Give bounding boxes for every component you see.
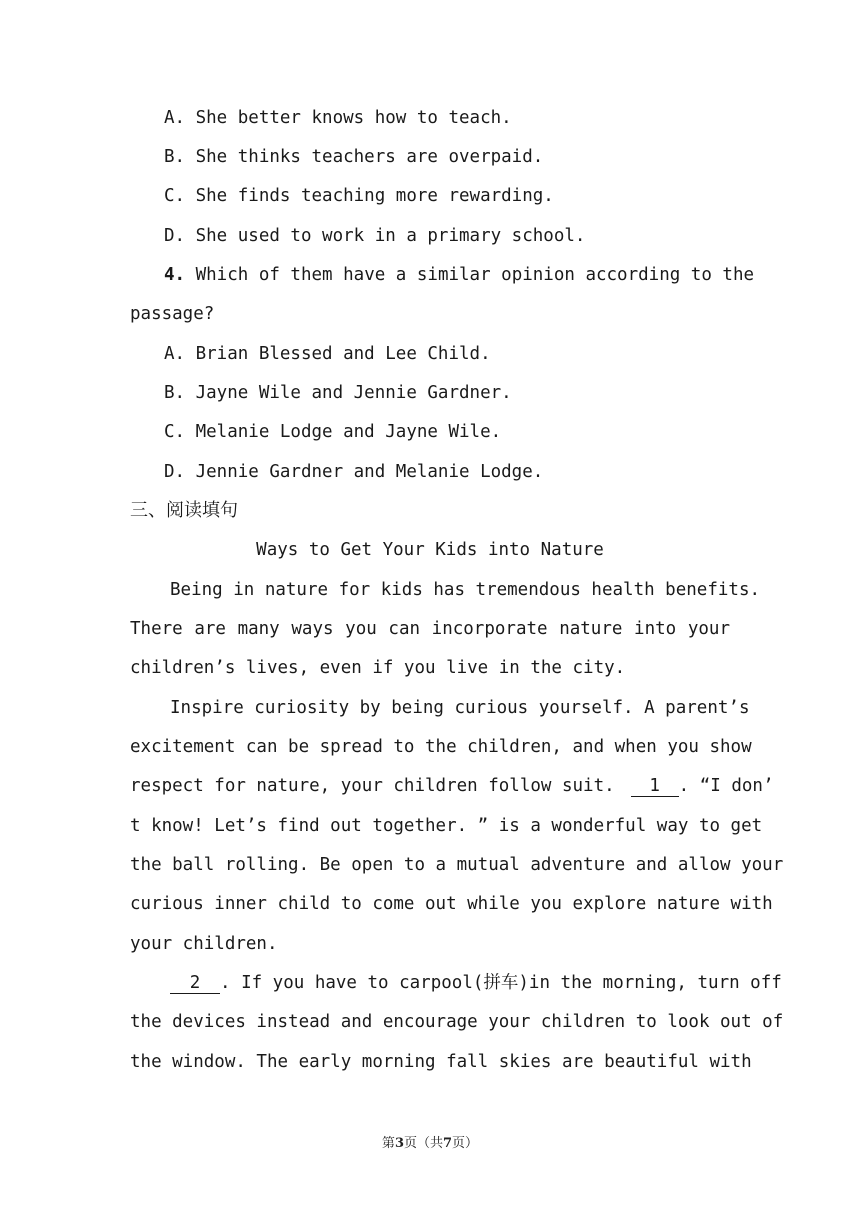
paragraph-2-text: . “I don’ [678,776,774,796]
blank-2[interactable]: 2 [170,973,220,994]
paragraph-3-text: . If you have to carpool(拼车)in the morning, turn off [220,973,782,993]
section-heading: 三、阅读填句 [130,500,238,521]
total-pages: 7 [443,1136,453,1151]
paragraph-3-line: the window. The early morning fall skies are beautiful with [130,1052,752,1072]
paragraph-2-line: excitement can be spread to the children, and when you show [130,737,752,757]
footer-text: 第 [381,1136,395,1151]
option-b: B. She thinks teachers are overpaid. [164,147,544,167]
paragraph-3-line [170,971,782,995]
question-4-stem [164,263,754,287]
paragraph-2-line: Inspire curiosity by being curious yourself. A parent’s [170,698,750,718]
paragraph-2-line: curious inner child to come out while you explore nature with [130,894,773,914]
paragraph-2-line: the ball rolling. Be open to a mutual adventure and allow your [130,855,784,875]
paragraph-2-text: respect for nature, your children follow suit. [130,776,615,796]
option-c: C. She finds teaching more rewarding. [164,186,554,206]
option-b: B. Jayne Wile and Jennie Gardner. [164,383,512,403]
question-4-text: Which of them have a similar opinion according to the [185,265,755,285]
page-footer [0,1132,860,1151]
paragraph-3-line: the devices instead and encourage your children to look out of [130,1012,784,1032]
footer-text: 页（共 [403,1136,443,1151]
option-d: D. She used to work in a primary school. [164,226,586,246]
paragraph-1-line: children’s lives, even if you live in the city. [130,658,626,678]
paragraph-2-line: t know! Let’s find out together. ” is a wonderful way to get [130,816,763,836]
blank-1[interactable]: 1 [631,776,679,797]
passage-title: Ways to Get Your Kids into Nature [256,540,604,560]
page-number: 3 [394,1136,404,1151]
paragraph-2-line: your children. [130,934,278,954]
option-d: D. Jennie Gardner and Melanie Lodge. [164,462,544,482]
paragraph-1-line: There are many ways you can incorporate nature into your [130,619,730,639]
option-a: A. She better knows how to teach. [164,108,512,128]
paragraph-2-line [130,774,773,798]
question-number: 4. [164,265,186,285]
option-a: A. Brian Blessed and Lee Child. [164,344,491,364]
paragraph-1-line: Being in nature for kids has tremendous health benefits. [170,580,761,600]
question-4-stem-cont: passage? [130,304,215,324]
footer-text: 页） [452,1136,479,1151]
option-c: C. Melanie Lodge and Jayne Wile. [164,422,502,442]
